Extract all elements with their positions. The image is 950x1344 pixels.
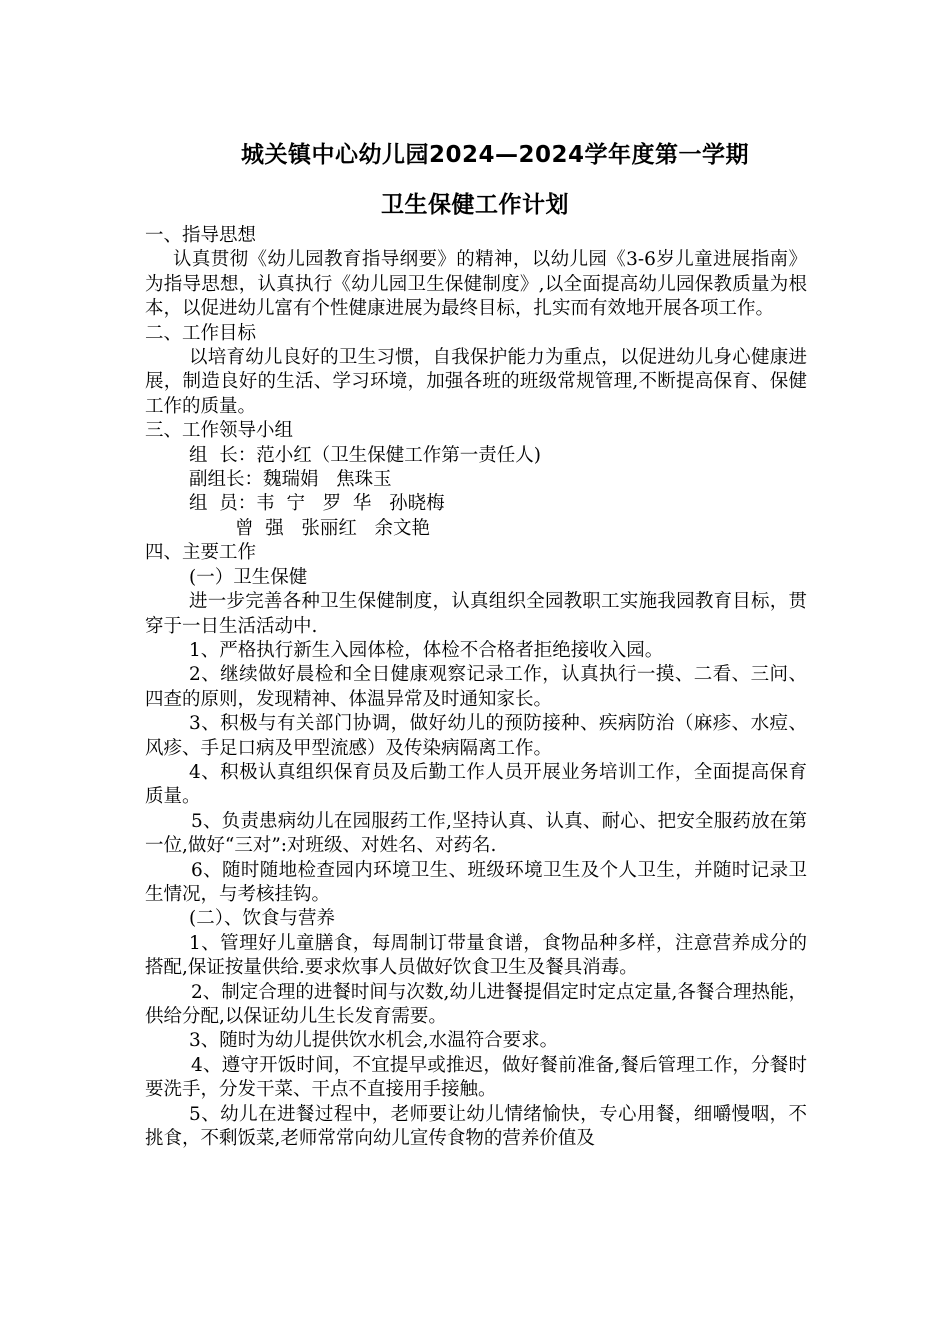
section-heading-main-work: 四、主要工作 [145, 542, 257, 564]
section-heading-work-goals: 二、工作目标 [145, 322, 257, 344]
list-item-diet-5: 5、幼儿在进餐过程中，老师要让幼儿情绪愉快，专心用餐，细嚼慢咽，不挑食，不剩饭菜,老师常常向幼儿宣传食物的营养价值及 [145, 1103, 807, 1150]
document-title-line2: 卫生保健工作计划 [381, 192, 569, 218]
list-item-hygiene-5: 5、负责患病幼儿在园服药工作,坚持认真、认真、耐心、把安全服药放在第一位,做好“三对”:对班级、对姓名、对药名. [145, 810, 807, 857]
section-heading-leadership-group: 三、工作领导小组 [145, 420, 294, 442]
list-item-hygiene-4: 4、积极认真组织保育员及后勤工作人员开展业务培训工作，全面提高保育质量。 [145, 761, 807, 808]
paragraph-guiding-ideology: 认真贯彻《幼儿园教育指导纲要》的精神，以幼儿园《3-6岁儿童进展指南》为指导思想，认真执行《幼儿园卫生保健制度》,以全面提高幼儿园保教质量为根本，以促进幼儿富有个性健康进展为最终目标，扎实而有效地开展各项工作。 [145, 249, 807, 320]
list-item-hygiene-3: 3、积极与有关部门协调，做好幼儿的预防接种、疾病防治（麻疹、水痘、风疹、手足口病及甲型流感）及传染病隔离工作。 [145, 713, 807, 759]
list-item-hygiene-1: 1、严格执行新生入园体检，体检不合格者拒绝接收入园。 [189, 639, 664, 661]
list-item-diet-4: 4、遵守开饭时间，不宜提早或推迟，做好餐前准备,餐后管理工作，分餐时要洗手，分发干菜、干点不直接用手接触。 [145, 1054, 807, 1101]
leadership-deputy: 副组长：魏瑞娟 焦珠玉 [189, 469, 392, 491]
paragraph-hygiene-intro: 进一步完善各种卫生保健制度，认真组织全园教职工实施我园教育目标，贯穿于一日生活活动中. [145, 591, 807, 637]
list-item-hygiene-2: 2、继续做好晨检和全日健康观察记录工作，认真执行一摸、二看、三问、四查的原则，发现精神、体温异常及时通知家长。 [145, 664, 807, 710]
leadership-leader: 组 长：范小红（卫生保健工作第一责任人) [189, 444, 541, 466]
list-item-diet-1: 1、管理好儿童膳食，每周制订带量食谱，食物品种多样，注意营养成分的搭配,保证按量供给.要求炊事人员做好饮食卫生及餐具消毒。 [145, 932, 807, 979]
list-item-hygiene-6: 6、随时随地检查园内环境卫生、班级环境卫生及个人卫生，并随时记录卫生情况，与考核挂钩。 [145, 859, 807, 905]
list-item-diet-3: 3、随时为幼儿提供饮水机会,水温符合要求。 [189, 1030, 559, 1052]
subsection-heading-diet-nutrition: (二）、饮食与营养 [189, 908, 335, 930]
subsection-heading-hygiene: (一）卫生保健 [189, 566, 308, 588]
paragraph-work-goals: 以培育幼儿良好的卫生习惯，自我保护能力为重点，以促进幼儿身心健康进展，制造良好的生活、学习环境，加强各班的班级常规管理,不断提高保育、保健工作的质量。 [145, 347, 807, 417]
section-heading-guiding-ideology: 一、指导思想 [145, 225, 257, 246]
document-body [145, 224, 807, 1151]
list-item-diet-2: 2、制定合理的进餐时间与次数,幼儿进餐提倡定时定点定量,各餐合理热能，供给分配,以保证幼儿生长发育需要。 [145, 981, 807, 1027]
leadership-members-continued: 曾 强 张丽红 余文艳 [235, 517, 431, 539]
leadership-members: 组 员：韦 宁 罗 华 孙晓梅 [189, 493, 445, 515]
document-title-line1: 城关镇中心幼儿园2024—2024学年度第一学期 [240, 142, 750, 168]
